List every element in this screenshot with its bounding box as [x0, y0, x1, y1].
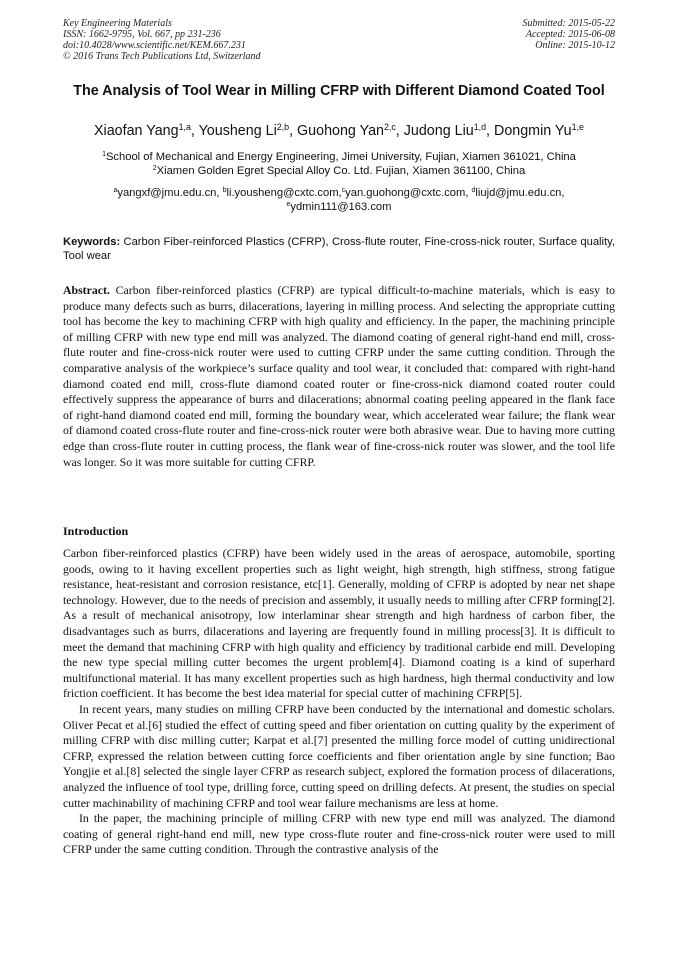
abstract	[63, 283, 615, 470]
affiliations	[40, 150, 638, 178]
doi-line: doi:10.4028/www.scientific.net/KEM.667.231	[63, 40, 246, 51]
journal-info	[63, 18, 261, 62]
author-name: Xiaofan Yang	[94, 123, 179, 139]
affiliation-mark: 2	[152, 165, 157, 173]
introduction-body	[63, 546, 615, 858]
email-mark: c	[341, 187, 346, 195]
author-affiliation-mark: 1,a	[178, 122, 191, 133]
submitted-date: Submitted: 2015-05-22	[522, 18, 615, 29]
author-name: Guohong Yan	[297, 123, 384, 139]
author-name: Judong Liu	[403, 123, 474, 139]
section-heading-introduction: Introduction	[63, 524, 129, 538]
email-mark: e	[286, 201, 291, 209]
affiliation-1	[40, 150, 638, 164]
copyright-line: © 2016 Trans Tech Publications Ltd, Switzerland	[63, 51, 261, 62]
accepted-date: Accepted: 2015-06-08	[525, 29, 615, 40]
author-list: Xiaofan Yang$^{1,a}$, Yousheng Li$^{2,b}$, Guohong Yan$^{2,c}$, Judong Liu$^{1,d}$, Dongmin Yu$^{1,e}$	[94, 122, 584, 139]
abstract-label: Abstract.	[63, 283, 110, 297]
affiliation-mark: 1	[102, 151, 106, 159]
email-address: yangxf@jmu.edu.cn,	[117, 187, 223, 199]
keywords	[63, 235, 615, 263]
online-date: Online: 2015-10-12	[535, 40, 615, 51]
author-affiliation-mark: 2,b	[276, 122, 290, 133]
author-emails	[40, 186, 638, 214]
issn-line: ISSN: 1662-9795, Vol. 667, pp 231-236	[63, 29, 221, 40]
affiliation-text: School of Mechanical and Energy Engineering, Jimei University, Fujian, Xiamen 361021, China	[105, 151, 576, 163]
paragraph: In the paper, the machining principle of milling CFRP with new type end mill was analyzed. The diamond coating of general right-hand end mill, new type cross-flute router and fine-cross-nick router were used to mill CFRP under the same cutting condition. Through the contrastive analysis of the	[63, 811, 615, 857]
journal-name: Key Engineering Materials	[63, 18, 172, 29]
affiliation-2	[40, 164, 638, 178]
keywords-label: Keywords:	[63, 236, 121, 248]
keywords-text: Carbon Fiber-reinforced Plastics (CFRP), Cross-flute router, Fine-cross-nick router, Surface quality, Tool wear	[63, 236, 615, 262]
email-mark: b	[222, 187, 227, 195]
paper-title: The Analysis of Tool Wear in Milling CFRP with Different Diamond Coated Tool	[73, 83, 605, 99]
abstract-text: Carbon fiber-reinforced plastics (CFRP) are typical difficult-to-machine materials, which is easy to produce many defects such as burrs, dilacerations, layering in milling process. And selecting the appropriate cutting tool has become the key to machining CFRP with high quality and efficiency. In the paper, the machining principle of milling CFRP with new type end mill was analyzed. The diamond coating of general right-hand end mill, cross-flute router and fine-cross-nick router were used to cutting CFRP under the same cutting condition. Through the comparative analysis of the workpiece’s surface quality and tool wear, it concluded that: compared with right-hand diamond coated end mill, cross-flute diamond coated router or fine-cross-nick diamond coated router could effectively suppress the appearance of burrs and dilacerations; abnormal coating peeling appeared in the flank face of right-hand diamond coated end mill, forming the boundary wear, which accelerated wear failure; the flank wear of diamond coated cross-flute router and fine-cross-nick router were both abrasive wear. Due to having more cutting edge than cross-flute router in cutting process, the flank wear of fine-cross-nick router was slower, and the tool life was longer. So it was more suitable for cutting CFRP.	[63, 283, 615, 469]
email-address: li.yousheng@cxtc.com,	[226, 187, 342, 199]
author-name: Yousheng Li	[198, 123, 277, 139]
author-affiliation-mark: 2,c	[383, 122, 396, 133]
email-mark: a	[113, 187, 118, 195]
author-affiliation-mark: 1,e	[571, 122, 584, 133]
email-address: ydmin111@163.com	[290, 201, 392, 213]
paragraph: In recent years, many studies on milling CFRP have been conducted by the international and domestic scholars. Oliver Pecat et al.[6] studied the effect of cutting speed and fiber orientation on cutting quality by the experiment of milling CFRP with disc milling cutter; Karpat et al.[7] presented the milling force model of cutting unidirectional CFRP, expressed the relation between cutting force coefficients and fiber orientation angle by sine function; Bao Yongjie et al.[8] selected the single layer CFRP as research subject, explored the formation process of dilacerations, analyzed the influence of tool type, drilling force, cutting speed on drilling defects. At present, the studies on special cutter machinability of machining CFRP and tool wear failure mechanisms are less at home.	[63, 701, 615, 810]
paragraph: Carbon fiber-reinforced plastics (CFRP) have been widely used in the areas of aerospace, automobile, sporting goods, owing to it having excellent properties such as light weight, high strength, high stiffness, strong fatigue resistance, heat-resistant and corrosion resistance, etc[1]. Generally, molding of CFRP is adopted by near net shape technology. However, due to the needs of precision and assembly, it usually needs to milling after CFRP forming[2]. As a result of mechanical anisotropy, low interlaminar shear strength and high hardness of carbon fiber, the disadvantages such as burrs, dilacerations and layering are frequently found in milling process[3]. It is difficult to meet the demand that machining CFRP with high quality and efficiency by traditional carbide end mill. Developing the new type special milling cutter becomes the urgent problem[4]. Diamond coating is a kind of superhard multifunctional material. It has many excellent properties such as high hardness, high thermal conductivity and low friction coefficient. It has become the best idea material for special cutter of machining CFRP[5].	[63, 546, 615, 701]
submission-dates	[523, 18, 616, 51]
email-address: yan.guohong@cxtc.com,	[345, 187, 472, 199]
affiliation-text: Xiamen Golden Egret Special Alloy Co. Ltd. Fujian, Xiamen 361100, China	[156, 165, 526, 177]
email-address: liujd@jmu.edu.cn,	[475, 187, 565, 199]
email-mark: d	[471, 187, 476, 195]
author-name: Dongmin Yu	[494, 123, 572, 139]
author-affiliation-mark: 1,d	[473, 122, 487, 133]
